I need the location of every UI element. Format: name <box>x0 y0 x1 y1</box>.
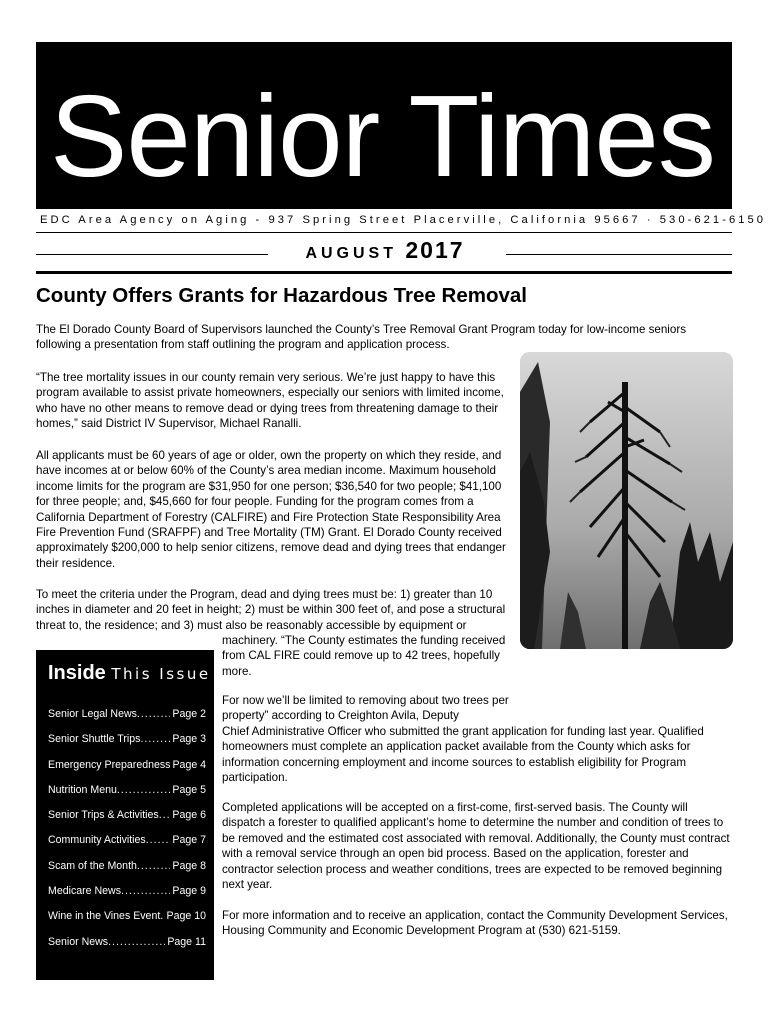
article-paragraph: To meet the criteria under the Program, dead and dying trees must be: 1) greater than 10 inches in diameter and 20 feet in height; 2) must be within 300 feet of, and pose a structural threat to, the residence; and 3) must also be reasonably accessible by equipment or <box>36 588 506 632</box>
toc-page: Page 7 <box>172 834 206 847</box>
toc-page: Page 11 <box>167 935 206 948</box>
inside-title <box>48 662 211 685</box>
toc-item[interactable] <box>48 910 206 935</box>
toc-item[interactable] <box>48 885 206 910</box>
article-paragraph: The El Dorado County Board of Supervisors launched the County’s Tree Removal Grant Program today for low-income seniors following a presentation from staff outlining the program and application process. <box>36 323 686 352</box>
toc-page: Page 4 <box>172 758 207 771</box>
inside-title-bold: Inside <box>48 662 106 684</box>
issue-year: 2017 <box>405 237 465 263</box>
toc-label: Nutrition Menu <box>48 783 117 796</box>
toc-item[interactable] <box>48 733 206 758</box>
inside-this-issue-box <box>36 650 214 980</box>
toc-label: Community Activities <box>48 834 146 847</box>
article-paragraph: All applicants must be 60 years of age or older, own the property on which they reside, and have incomes at or below 60% of the County’s area median income. Maximum household income limits for the program are $31,950 for one person; $36,540 for two people; $41,100 for three people; and, $45,660 for four people. Funding for the program comes from a California Department of Forestry (CALFIRE) and Fire Protection State Responsibility Area Fire Prevention Fund (SRAFPF) and Tree Mortality (TM) Grant. El Dorado County received approximately $200,000 to help senior citizens, remove dead and dying trees that endanger their residence. <box>36 449 506 570</box>
article-paragraph: Completed applications will be accepted on a first-come, first-served basis. The County will dispatch a forester to qualified applicant’s home to determine the number and condition of trees to be removed and the estimated cost associated with removal. Additionally, the County must contract with a removal service through an open bid process. Based on the application, forester and contractor selection process and weather conditions, trees are expected to be removed beginning next year. <box>222 801 730 892</box>
toc-label: Scam of the Month <box>48 859 137 872</box>
toc-label: Medicare News <box>48 885 122 898</box>
tree-photo-image <box>520 352 733 649</box>
inside-title-rest: This Issue <box>111 665 211 683</box>
toc-label: Wine in the Vines Event <box>48 910 161 923</box>
masthead-title: Senior Times <box>50 71 715 201</box>
article-paragraph: Chief Administrative Officer who submitted the grant application for funding last year. Qualified homeowners must complete an application packet available from the County which asks for information concerning employment and income sources to establish eligibility for Program participation. <box>222 725 704 785</box>
toc-item[interactable] <box>48 936 206 961</box>
toc-item[interactable] <box>48 834 206 859</box>
article-paragraph: For now we’ll be limited to removing about two trees per property” according to Creighton Avila, Deputy <box>222 694 509 723</box>
issue-date <box>270 237 500 264</box>
toc-page: Page 3 <box>172 733 206 746</box>
divider <box>506 254 732 255</box>
toc-item[interactable] <box>48 860 206 885</box>
toc-item[interactable] <box>48 784 206 809</box>
toc-page: Page 9 <box>172 885 206 898</box>
issue-month: AUGUST <box>305 245 397 262</box>
toc-label: Senior Trips & Activities <box>48 809 159 822</box>
toc-label: Senior News <box>48 935 109 948</box>
divider <box>36 232 732 233</box>
divider <box>36 254 268 255</box>
toc-label: Senior Shuttle Trips <box>48 733 141 746</box>
table-of-contents <box>48 708 206 961</box>
toc-item[interactable] <box>48 708 206 733</box>
divider-thick <box>36 271 732 274</box>
article-headline: County Offers Grants for Hazardous Tree Removal <box>36 284 527 307</box>
article-paragraph: “The tree mortality issues in our county remain very serious. We’re just happy to have this program available to assist private homeowners, especially our seniors with limited income, who have no other means to remove dead or dying trees from threatening damage to their homes,” said District IV Supervisor, Michael Ranalli. <box>36 371 504 431</box>
toc-page: Page 6 <box>172 809 206 822</box>
masthead <box>36 42 732 209</box>
toc-item[interactable] <box>48 809 206 834</box>
toc-page: Page 8 <box>172 859 206 872</box>
toc-page: Page 5 <box>172 783 206 796</box>
address-line: EDC Area Agency on Aging - 937 Spring Street Placerville, California 95667 · 530-621-6150 <box>40 214 767 226</box>
toc-label: Senior Legal News <box>48 708 137 720</box>
article-paragraph: For more information and to receive an application, contact the Community Development Services, Housing Community and Economic Development Program at (530) 621-5159. <box>222 909 728 938</box>
article-paragraph: machinery. “The County estimates the funding received from CAL FIRE could remove up to 42 trees, hopefully more. <box>222 634 506 678</box>
dead-tree-photo <box>520 352 733 649</box>
toc-item[interactable] <box>48 759 206 784</box>
toc-label: Emergency Preparedness <box>48 758 171 771</box>
toc-page: Page 10 <box>166 910 206 923</box>
toc-page: Page 2 <box>172 708 206 720</box>
